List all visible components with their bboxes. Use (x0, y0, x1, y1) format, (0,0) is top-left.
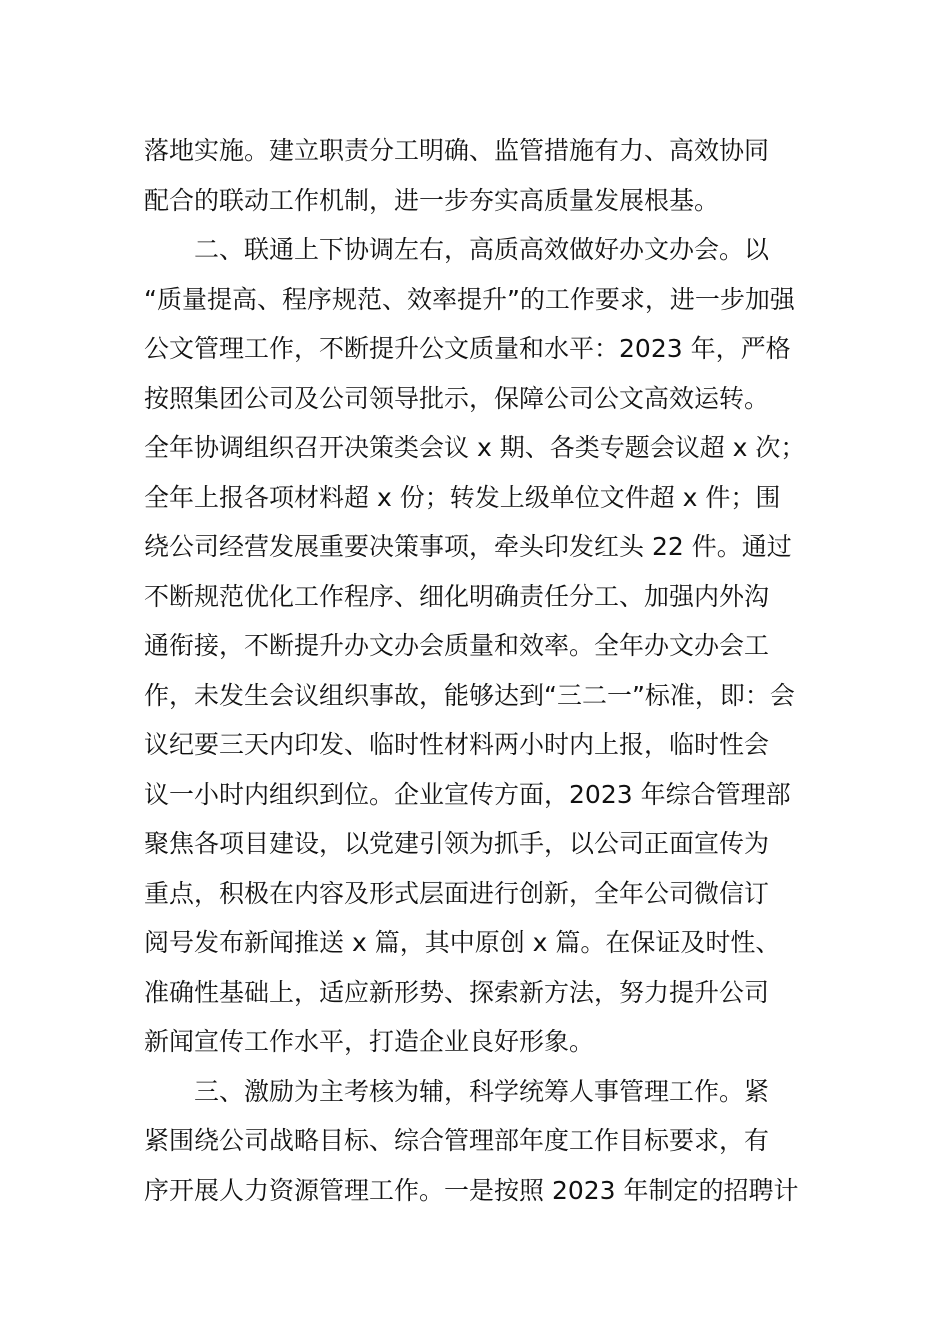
text-line-18: 准确性基础上，适应新形势、探索新方法，努力提升公司 (144, 977, 770, 1007)
text-line-16: 重点，积极在内容及形式层面进行创新，全年公司微信订 (144, 878, 770, 908)
text-line-2: 配合的联动工作机制，进一步夯实高质量发展根基。 (144, 185, 720, 215)
section-two-heading-line: 二、联通上下协调左右，高质高效做好办文办会。以 (194, 235, 770, 264)
text-line-4: “质量提高、程序规范、效率提升”的工作要求，进一步加强 (144, 284, 795, 314)
section-three-heading-line: 三、激励为主考核为辅，科学统筹人事管理工作。紧 (194, 1076, 770, 1106)
text-line-22: 序开展人力资源管理工作。一是按照 2023 年制定的招聘计 (144, 1175, 799, 1205)
text-line-7: 全年协调组织召开决策类会议 x 期、各类专题会议超 x 次； (144, 433, 806, 462)
text-line-9: 绕公司经营发展重要决策事项，牵头印发红头 22 件。通过 (144, 532, 792, 561)
text-line-5: 公文管理工作，不断提升公文质量和水平：2023 年，严格 (144, 334, 791, 363)
text-line-10: 不断规范优化工作程序、细化明确责任分工、加强内外沟 (144, 581, 770, 611)
text-line-13: 议纪要三天内印发、临时性材料两小时内上报，临时性会 (144, 730, 770, 759)
text-line-21: 紧围绕公司战略目标、综合管理部年度工作目标要求，有 (144, 1126, 770, 1155)
text-line-12: 作，未发生会议组织事故，能够达到“三二一”标准，即：会 (144, 680, 795, 710)
text-line-15: 聚焦各项目建设，以党建引领为抓手，以公司正面宣传为 (144, 829, 770, 858)
text-line-6: 按照集团公司及公司领导批示，保障公司公文高效运转。 (144, 383, 770, 413)
text-line-19: 新闻宣传工作水平，打造企业良好形象。 (144, 1027, 595, 1056)
text-line-1: 落地实施。建立职责分工明确、监管措施有力、高效协同 (144, 136, 770, 165)
text-line-11: 通衔接，不断提升办文办会质量和效率。全年办文办会工 (144, 631, 770, 660)
text-line-17: 阅号发布新闻推送 x 篇，其中原创 x 篇。在保证及时性、 (144, 928, 781, 957)
text-line-8: 全年上报各项材料超 x 份；转发上级单位文件超 x 件；围 (144, 482, 781, 512)
text-line-14: 议一小时内组织到位。企业宣传方面，2023 年综合管理部 (144, 779, 791, 809)
document-body (144, 126, 834, 1215)
